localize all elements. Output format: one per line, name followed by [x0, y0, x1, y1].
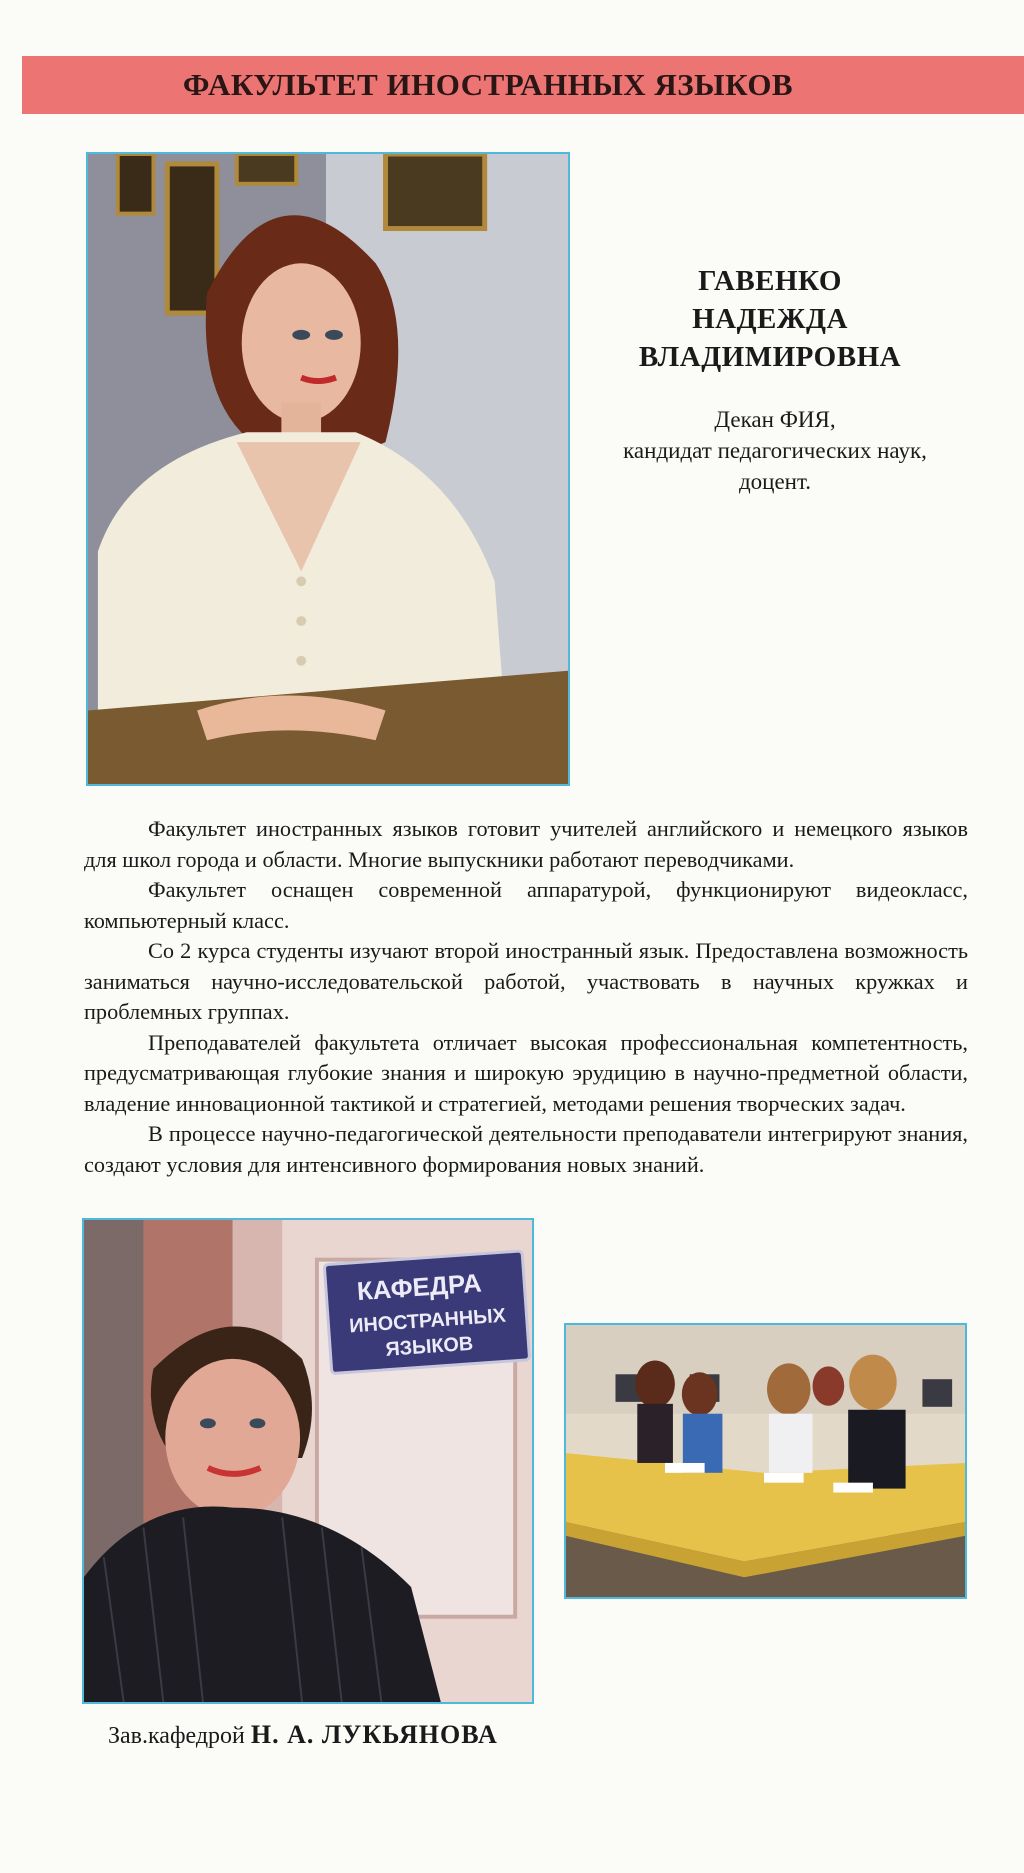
faculty-description — [84, 814, 968, 1180]
dean-role-line: Декан ФИЯ, — [714, 407, 836, 432]
caption-prefix: Зав.кафедрой — [108, 1723, 245, 1749]
dean-first-name: НАДЕЖДА — [692, 303, 848, 335]
paragraph: Со 2 курса студенты изучают второй иностранный язык. Предоставлена возможность заниматься научно-исследовательской работой, участвовать в научных кружках и проблемных группах. — [84, 938, 968, 1024]
paragraph: В процессе научно-педагогической деятельности преподаватели интегрируют знания, создают условия для интенсивного формирования новых знаний. — [84, 1121, 968, 1177]
dean-surname: ГАВЕНКО — [698, 265, 842, 297]
dean-name — [580, 262, 960, 376]
dean-patronymic: ВЛАДИМИРОВНА — [638, 341, 902, 373]
sign-line-1: КАФЕДРА — [356, 1269, 483, 1307]
page-title: ФАКУЛЬТЕТ ИНОСТРАННЫХ ЯЗЫКОВ — [182, 67, 794, 102]
paragraph: Факультет иностранных языков готовит учителей английского и немецкого языков для школ города и области. Многие выпускники работают переводчиками. — [84, 816, 968, 872]
dean-role — [570, 404, 980, 497]
dean-role-line: кандидат педагогических наук, — [623, 438, 927, 463]
dean-role-line: доцент. — [738, 469, 812, 494]
caption-name: Н. А. ЛУКЬЯНОВА — [250, 1720, 498, 1749]
classroom-photo — [564, 1323, 967, 1599]
sign-line-2: ИНОСТРАННЫХ — [348, 1304, 507, 1338]
sign-line-3: ЯЗЫКОВ — [384, 1332, 474, 1361]
department-head-caption — [108, 1720, 498, 1750]
paragraph: Преподавателей факультета отличает высокая профессиональная компетентность, предусматривающая глубокие знания и широкую эрудицию в научно-предметной области, владение инновационной тактикой и стратегией, методами решения творческих задач. — [84, 1029, 968, 1116]
dean-photo — [86, 152, 570, 786]
paragraph: Факультет оснащен современной аппаратурой, функционируют видеокласс, компьютерный класс. — [84, 877, 968, 933]
header-band — [22, 56, 1024, 114]
department-head-photo — [82, 1218, 534, 1704]
